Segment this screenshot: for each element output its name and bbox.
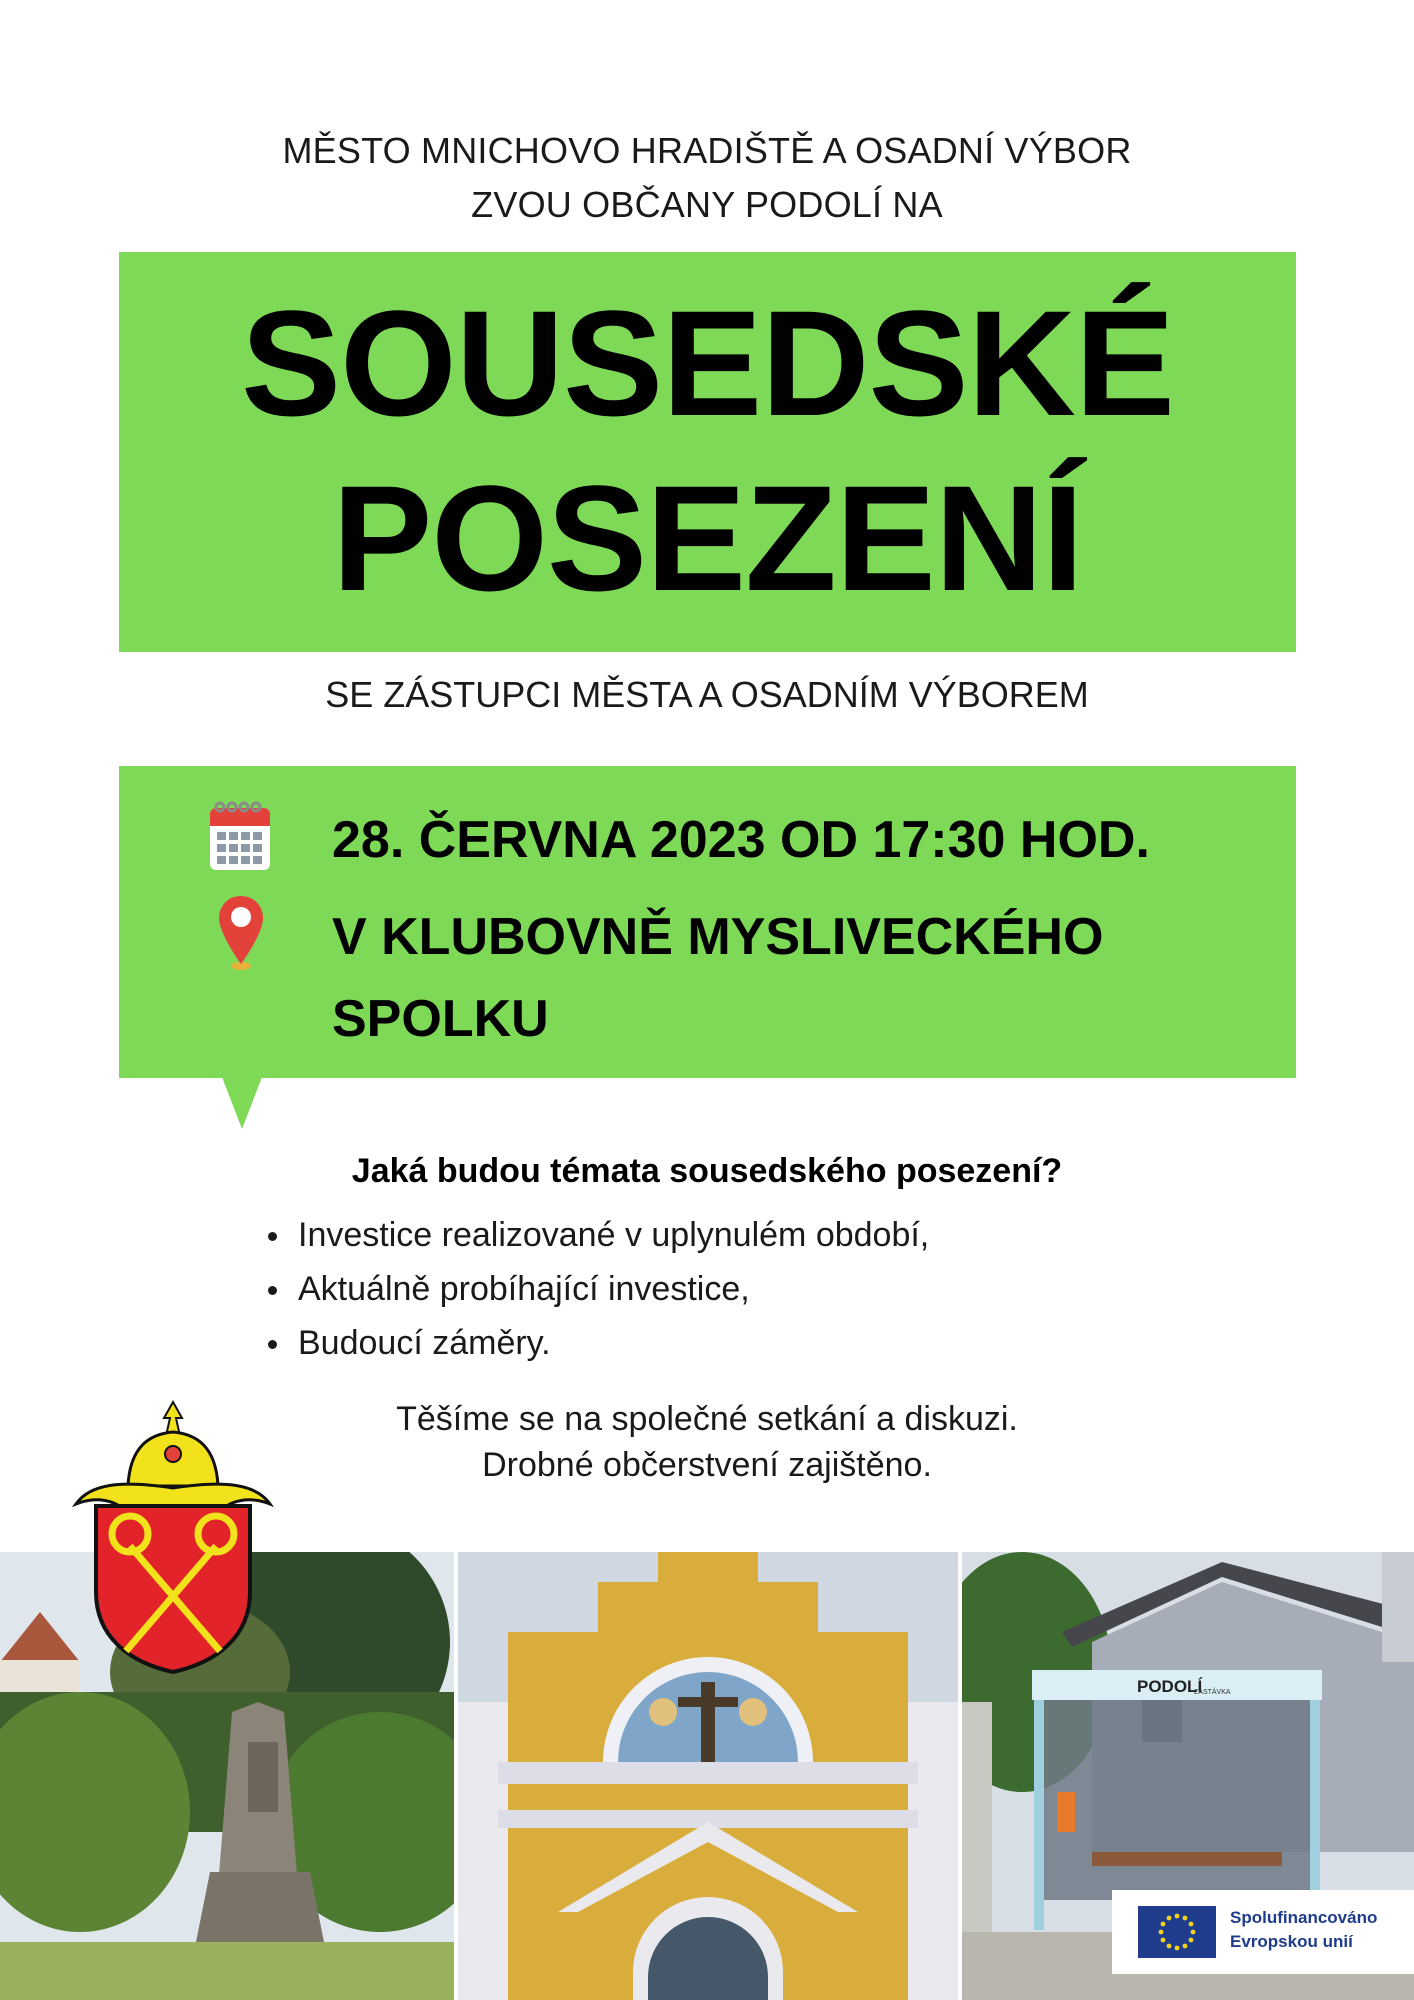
intro-text [0, 124, 1414, 232]
bus-stop-sign: PODOLÍ [1137, 1677, 1203, 1696]
coat-of-arms-logo [70, 1396, 276, 1676]
closing-line-2: Drobné občerstvení zajištěno. [482, 1446, 932, 1484]
intro-line-2: ZVOU OBČANY PODOLÍ NA [471, 184, 943, 225]
eu-line-2: Evropskou unií [1230, 1932, 1353, 1951]
subtitle: SE ZÁSTUPCI MĚSTA A OSADNÍM VÝBOREM [325, 674, 1089, 715]
eu-cofunded-badge [1112, 1890, 1414, 1974]
topics-heading: Jaká budou témata sousedského posezení? [351, 1152, 1063, 1190]
title-line-2: POSEZENÍ [332, 454, 1083, 622]
place-line-1: V KLUBOVNĚ MYSLIVECKÉHO [332, 908, 1104, 966]
map-pin-icon [216, 894, 266, 972]
topic-item: Budoucí záměry. [298, 1316, 929, 1370]
title-line-1: SOUSEDSKÉ [241, 279, 1174, 447]
photo-chapel [458, 1552, 958, 2000]
speech-bubble-tail [222, 1077, 262, 1129]
bus-stop-sign-sub: ZASTÁVKA [1194, 1689, 1231, 1696]
topics-list [298, 1208, 929, 1370]
intro-line-1: MĚSTO MNICHOVO HRADIŠTĚ A OSADNÍ VÝBOR [282, 130, 1132, 171]
eu-flag-icon [1138, 1906, 1216, 1958]
closing-line-1: Těšíme se na společné setkání a diskuzi. [396, 1400, 1018, 1438]
place-line-2: SPOLKU [332, 990, 549, 1048]
eu-cofunded-text [1230, 1906, 1377, 1954]
topic-item: Investice realizované v uplynulém období, [298, 1208, 929, 1262]
topic-item: Aktuálně probíhající investice, [298, 1262, 929, 1316]
event-place [332, 896, 1232, 1060]
event-title [119, 276, 1296, 626]
calendar-icon [208, 800, 272, 872]
eu-line-1: Spolufinancováno [1230, 1908, 1378, 1927]
event-date: 28. ČERVNA 2023 OD 17:30 HOD. [332, 811, 1150, 869]
title-banner [119, 252, 1296, 652]
